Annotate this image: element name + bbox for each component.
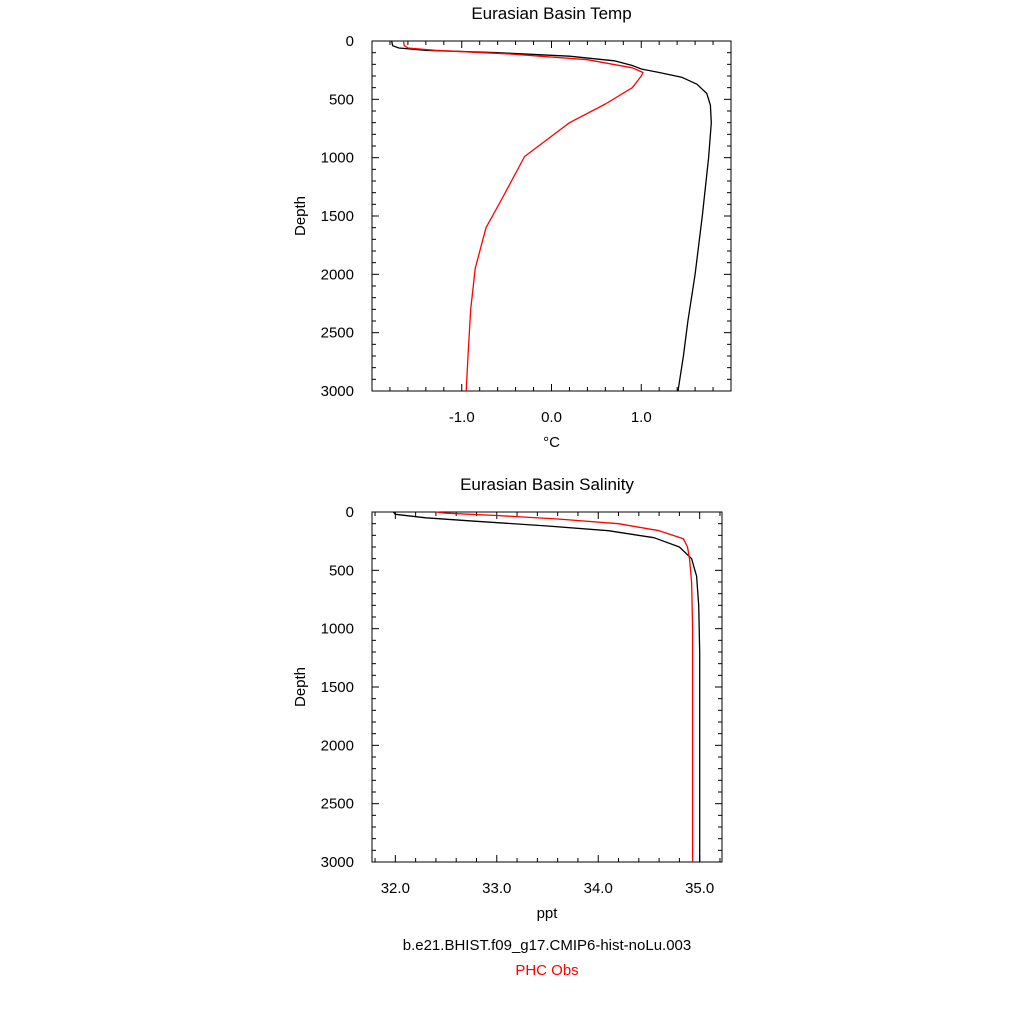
y-tick-label: 1000	[320, 149, 354, 167]
series-line-model	[393, 512, 699, 862]
x-tick-label: -1.0	[448, 409, 475, 426]
series-line-obs	[403, 41, 643, 391]
plot-frame	[372, 41, 731, 391]
legend-entry-obs: PHC Obs	[515, 962, 579, 979]
y-tick-label: 500	[328, 562, 354, 580]
chart-title: Eurasian Basin Temp	[471, 4, 632, 23]
y-tick-label: 3000	[320, 383, 354, 400]
y-tick-label: 2000	[320, 737, 354, 755]
chart-title: Eurasian Basin Salinity	[460, 475, 634, 494]
y-tick-label: 2000	[320, 266, 354, 284]
x-tick-label: 34.0	[583, 880, 613, 897]
x-tick-label: 35.0	[685, 880, 715, 897]
y-tick-label: 3000	[320, 854, 354, 871]
x-axis-label: ppt	[536, 905, 558, 922]
y-tick-label: 2500	[320, 324, 354, 342]
x-tick-label: 1.0	[630, 409, 652, 426]
y-tick-label: 1500	[320, 679, 354, 696]
y-tick-label: 0	[345, 504, 354, 521]
y-tick-label: 2500	[320, 795, 354, 813]
series-line-model	[392, 41, 712, 391]
x-tick-label: 33.0	[482, 880, 512, 897]
y-tick-label: 0	[345, 33, 354, 50]
y-tick-label: 1000	[320, 620, 354, 638]
y-axis-label: Depth	[292, 666, 309, 708]
salinity-panel	[292, 475, 722, 922]
y-tick-label: 500	[328, 91, 354, 109]
temp-panel	[292, 4, 731, 451]
x-tick-label: 0.0	[541, 409, 562, 426]
plot-frame	[372, 512, 722, 862]
y-axis-label: Depth	[292, 195, 309, 237]
x-tick-label: 32.0	[380, 880, 410, 897]
legend-entry-model: b.e21.BHIST.f09_g17.CMIP6-hist-noLu.003	[402, 937, 692, 954]
y-tick-label: 1500	[320, 208, 354, 225]
series-line-obs	[436, 512, 693, 862]
x-axis-label: °C	[543, 434, 560, 451]
